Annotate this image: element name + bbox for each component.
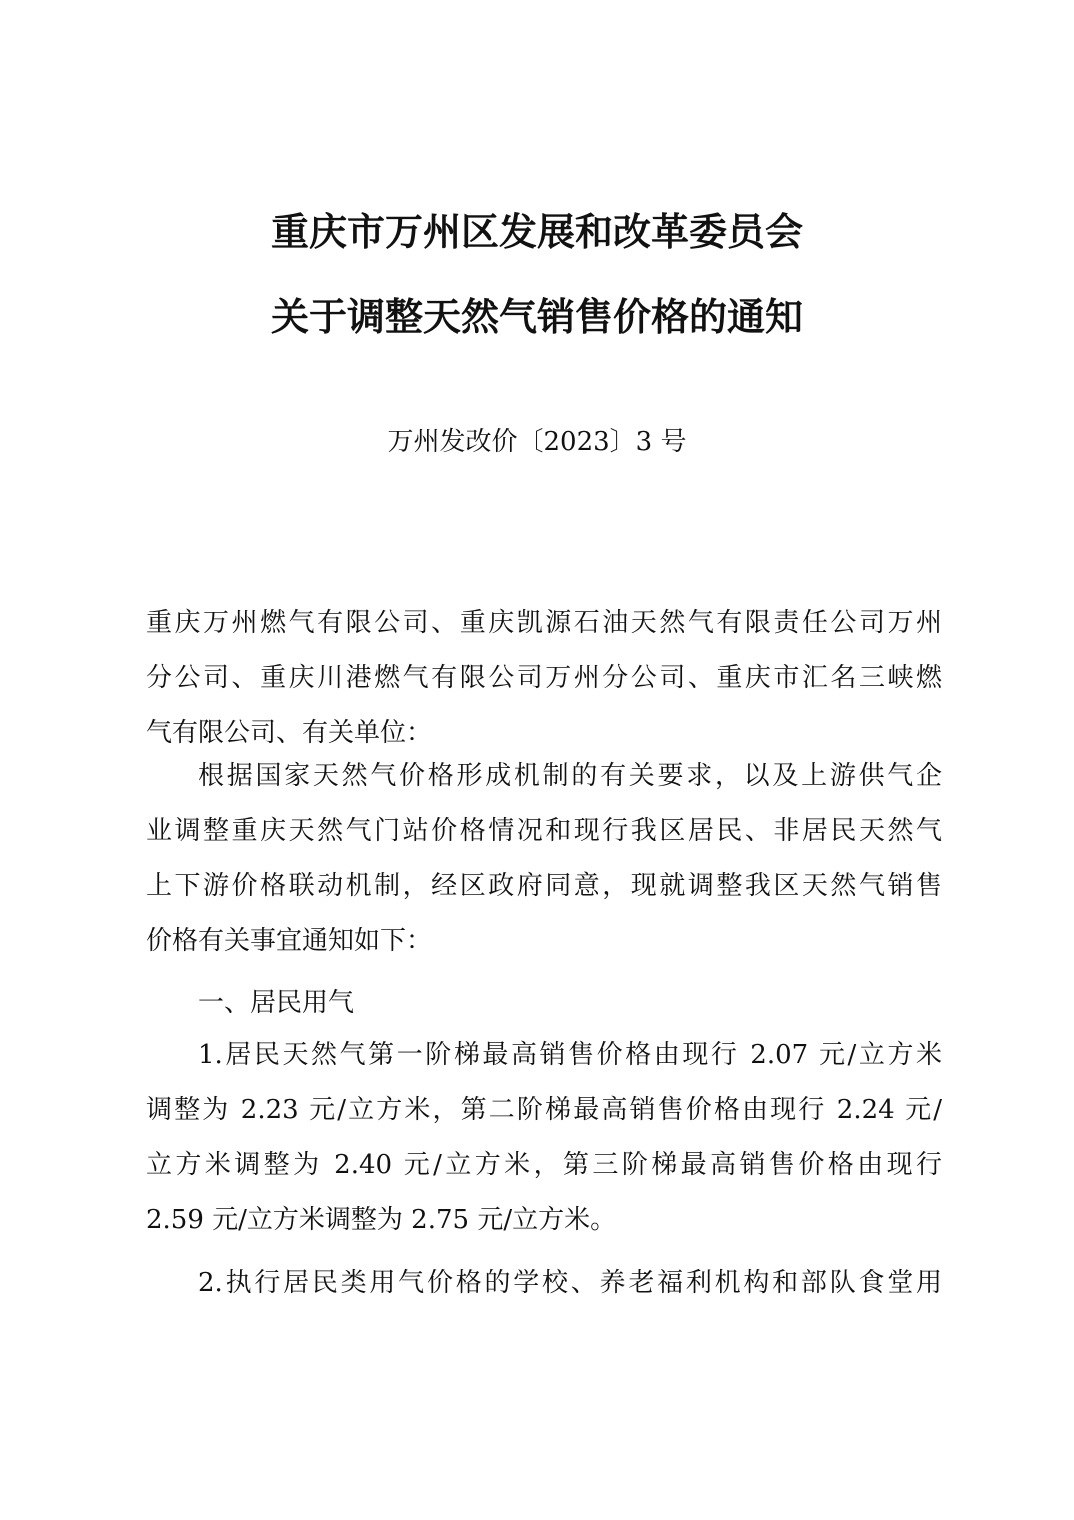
- intro-paragraph: [146, 749, 942, 969]
- paragraph-line: 立方米调整为 2.40 元/立方米，第三阶梯最高销售价格由现行: [146, 1150, 942, 1180]
- section-heading-residential: 一、居民用气: [198, 988, 355, 1018]
- document-title-line2: 关于调整天然气销售价格的通知: [270, 294, 803, 339]
- addressee-line: 气有限公司、有关单位：: [146, 718, 433, 748]
- paragraph-line: 价格有关事宜通知如下：: [146, 926, 433, 956]
- document-number: 万州发改价〔2023〕3 号: [387, 427, 687, 457]
- item-1-paragraph: [146, 1028, 942, 1248]
- document-title-line1: 重庆市万州区发展和改革委员会: [270, 209, 803, 254]
- addressee-line: 分公司、重庆川港燃气有限公司万州分公司、重庆市汇名三峡燃: [146, 663, 942, 693]
- paragraph-line: 1.居民天然气第一阶梯最高销售价格由现行 2.07 元/立方米: [198, 1040, 942, 1070]
- paragraph-line: 2.执行居民类用气价格的学校、养老福利机构和部队食堂用: [198, 1268, 942, 1298]
- paragraph-line: 根据国家天然气价格形成机制的有关要求，以及上游供气企: [198, 761, 942, 791]
- paragraph-line: 业调整重庆天然气门站价格情况和现行我区居民、非居民天然气: [146, 816, 942, 846]
- paragraph-line: 调整为 2.23 元/立方米，第二阶梯最高销售价格由现行 2.24 元/: [146, 1095, 942, 1125]
- paragraph-line: 2.59 元/立方米调整为 2.75 元/立方米。: [146, 1205, 617, 1235]
- addressee-line: 重庆万州燃气有限公司、重庆凯源石油天然气有限责任公司万州: [146, 608, 942, 638]
- item-2-paragraph: [146, 1256, 942, 1311]
- paragraph-line: 上下游价格联动机制，经区政府同意，现就调整我区天然气销售: [146, 871, 942, 901]
- addressee-block: [146, 596, 942, 761]
